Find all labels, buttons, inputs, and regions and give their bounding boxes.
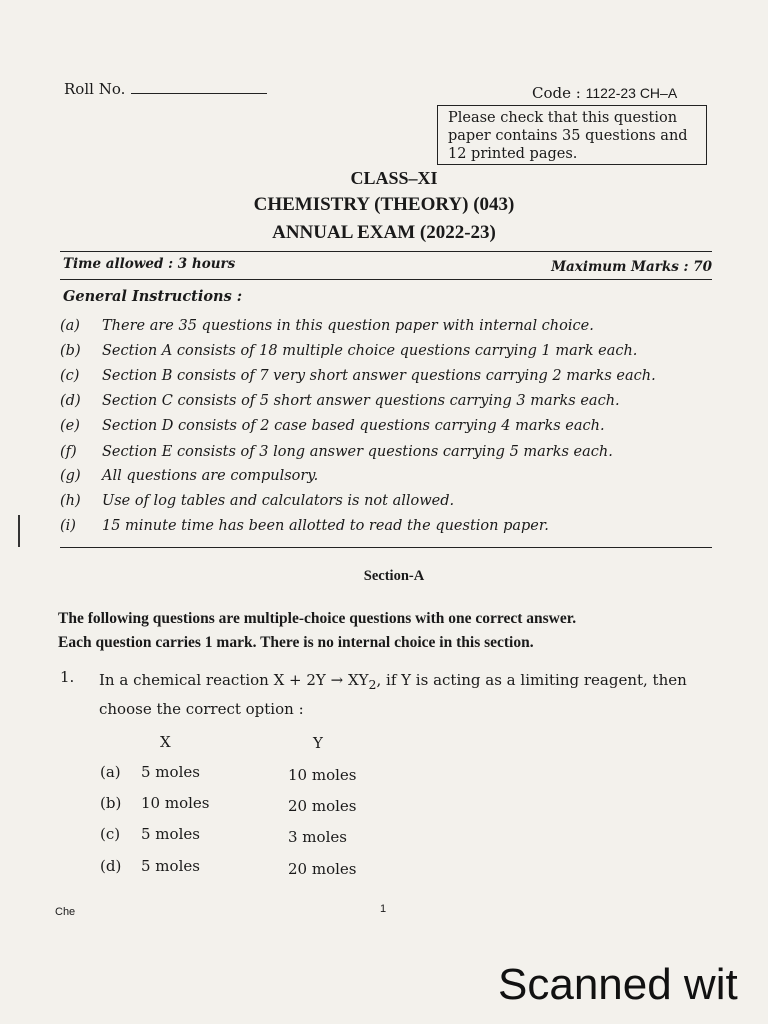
instruction-label: (a) xyxy=(60,318,80,334)
instruction-item xyxy=(60,418,720,434)
paper-code xyxy=(532,84,677,102)
section-intro-line1: The following questions are multiple-choice questions with one correct answer. xyxy=(58,610,577,627)
roll-label: Roll No. xyxy=(64,80,126,98)
footer-subject: Che xyxy=(55,906,76,918)
instruction-text: There are 35 questions in this question paper with internal choice. xyxy=(102,318,594,334)
divider-mid xyxy=(60,279,712,280)
option-x-value: 5 moles xyxy=(141,857,200,875)
option-x-value: 10 moles xyxy=(141,794,210,812)
option-y-value: 20 moles xyxy=(288,797,357,815)
question-text xyxy=(99,668,719,721)
instruction-text: Section D consists of 2 case based questions carrying 4 marks each. xyxy=(102,418,605,434)
scan-artifact-line xyxy=(18,515,20,547)
exam-title: ANNUAL EXAM (2022-23) xyxy=(272,222,496,243)
instruction-item xyxy=(60,393,720,409)
column-header-x: X xyxy=(160,733,171,751)
page-number: 1 xyxy=(380,903,387,915)
instruction-item xyxy=(60,468,720,484)
column-header-y: Y xyxy=(313,734,323,752)
instruction-label: (e) xyxy=(60,418,80,434)
time-allowed: Time allowed : 3 hours xyxy=(63,256,236,272)
instruction-text: Section E consists of 3 long answer questions carrying 5 marks each. xyxy=(102,444,613,460)
instruction-text: Section C consists of 5 short answer questions carrying 3 marks each. xyxy=(102,393,620,409)
class-title: CLASS–XI xyxy=(350,168,438,188)
instruction-label: (b) xyxy=(60,343,81,359)
code-label: Code : xyxy=(532,84,581,102)
code-value: 1122-23 CH–A xyxy=(585,85,678,101)
option-y-value: 3 moles xyxy=(288,828,347,846)
instruction-text: Section A consists of 18 multiple choice questions carrying 1 mark each. xyxy=(102,343,638,359)
option-label: (d) xyxy=(100,857,122,875)
instruction-text: All questions are compulsory. xyxy=(102,468,319,484)
option-x-value: 5 moles xyxy=(141,825,200,843)
maximum-marks: Maximum Marks : 70 xyxy=(551,259,712,275)
instructions-heading: General Instructions : xyxy=(63,288,243,305)
scanner-watermark: Scanned wit xyxy=(498,960,738,1009)
option-y-value: 20 moles xyxy=(288,860,357,878)
option-y-value: 10 moles xyxy=(288,766,357,784)
instruction-label: (d) xyxy=(60,393,81,409)
question-subscript: 2 xyxy=(368,677,377,692)
subject-title: CHEMISTRY (THEORY) (043) xyxy=(253,194,515,215)
option-label: (a) xyxy=(100,763,121,781)
instruction-item xyxy=(60,518,720,534)
section-title: Section-A xyxy=(363,568,425,584)
option-label: (c) xyxy=(100,825,121,843)
instruction-item xyxy=(60,368,720,384)
option-label: (b) xyxy=(100,794,122,812)
roll-number-field xyxy=(64,80,267,98)
instruction-item xyxy=(60,318,720,334)
instruction-label: (i) xyxy=(60,518,76,534)
option-x-value: 5 moles xyxy=(141,763,200,781)
instruction-text: 15 minute time has been allotted to read the question paper. xyxy=(102,518,549,534)
question-text-before: In a chemical reaction X + 2Y → XY xyxy=(99,671,369,689)
instruction-text: Section B consists of 7 very short answer questions carrying 2 marks each. xyxy=(102,368,656,384)
question-number: 1. xyxy=(60,668,75,686)
instruction-label: (h) xyxy=(60,493,81,509)
instruction-item xyxy=(60,343,720,359)
check-note-box: Please check that this question paper contains 35 questions and 12 printed pages. xyxy=(437,105,707,165)
divider-bottom xyxy=(60,547,712,548)
instruction-item xyxy=(60,444,720,460)
question-text-after: , if Y is acting as a limiting reagent, then choose the correct option : xyxy=(99,671,687,718)
instruction-label: (g) xyxy=(60,468,81,484)
instruction-label: (c) xyxy=(60,368,80,384)
roll-blank-line xyxy=(131,81,267,94)
instruction-text: Use of log tables and calculators is not allowed. xyxy=(102,493,455,509)
instruction-label: (f) xyxy=(60,444,77,460)
divider-top xyxy=(60,251,712,252)
instruction-item xyxy=(60,493,720,509)
section-intro-line2: Each question carries 1 mark. There is no internal choice in this section. xyxy=(58,634,534,651)
